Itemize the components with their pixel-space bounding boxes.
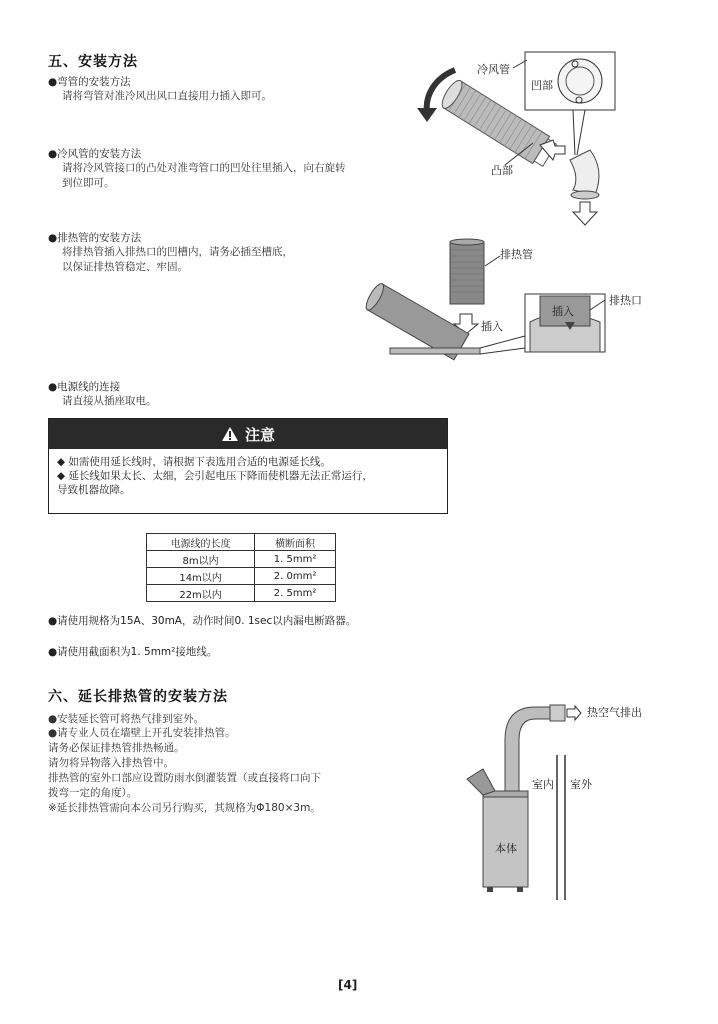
section6-line-3: 请务必保证排热管排热畅通。 — [48, 742, 185, 754]
exhaust-port-label: 排热口 — [609, 294, 642, 307]
exhaust-pipe-label: 排热管 — [500, 248, 533, 261]
section6-line-1: ●安装延长管可将热气排到室外。 — [48, 713, 205, 725]
cold-duct-heading: ●冷风管的安装方法 — [48, 148, 142, 160]
table-cell: 14m以内 — [147, 568, 255, 585]
power-heading: ●电源线的连接 — [48, 381, 121, 393]
breaker-note: ●请使用规格为15A、30mA，动作时间0. 1sec以内漏电断路器。 — [48, 615, 357, 627]
caution-header — [49, 419, 447, 449]
power-text: 请直接从插座取电。 — [62, 395, 157, 407]
table-row — [147, 551, 336, 568]
elbow-text: 请将弯管对准冷风出风口直接用力插入即可。 — [62, 90, 272, 102]
extension-cord-table — [146, 533, 336, 602]
extended-exhaust-illustration — [455, 695, 645, 905]
section6-line-4: 请勿将异物落入排热管中。 — [48, 757, 174, 769]
table-cell: 8m以内 — [147, 551, 255, 568]
table-cell: 1. 5mm² — [255, 551, 336, 568]
caution-item-1: ◆ 如需使用延长线时，请根据下表选用合适的电源延长线。 — [57, 456, 331, 468]
cold-duct-text-1: 请将冷风管接口的凸处对准弯管口的凹处往里插入，向右旋转 — [62, 162, 346, 174]
section6-line-6: 拨弯一定的角度）。 — [48, 787, 138, 799]
outdoor-label: 室外 — [570, 778, 592, 791]
exhaust-text-2: 以保证排热管稳定、牢固。 — [62, 261, 188, 273]
caution-box — [48, 418, 448, 514]
table-row — [147, 585, 336, 602]
warning-icon — [221, 426, 239, 442]
bump-label: 凸部 — [491, 164, 513, 177]
table-cell: 2. 0mm² — [255, 568, 336, 585]
section5-title: 五、安装方法 — [48, 54, 138, 70]
table-cell: 2. 5mm² — [255, 585, 336, 602]
table-row — [147, 568, 336, 585]
table-header-length: 电源线的长度 — [147, 534, 255, 551]
indoor-label: 室内 — [532, 778, 554, 791]
section6-line-2: ●请专业人员在墙壁上开孔安装排热管。 — [48, 727, 236, 739]
caution-item-2: ◆ 延长线如果太长、太细，会引起电压下降而使机器无法正常运行， — [57, 470, 373, 482]
page-number: [4] — [338, 978, 358, 992]
elbow-heading: ●弯管的安装方法 — [48, 76, 131, 88]
insert-label-left: 插入 — [481, 320, 503, 333]
table-header-area: 横断面积 — [255, 534, 336, 551]
section6-title: 六、延长排热管的安装方法 — [48, 689, 228, 705]
table-cell: 22m以内 — [147, 585, 255, 602]
unit-body-label: 本体 — [495, 842, 517, 855]
section6-line-5: 排热管的室外口部应设置防雨水倒灌装置（或直接将口向下 — [48, 772, 321, 784]
exhaust-heading: ●排热管的安装方法 — [48, 232, 142, 244]
caution-item-3: 导致机器故障。 — [57, 484, 131, 496]
cold-duct-text-2: 到位即可。 — [62, 177, 115, 189]
cold-duct-illustration — [415, 50, 625, 230]
caution-title: 注意 — [244, 425, 275, 444]
insert-label-inner: 插入 — [552, 305, 574, 318]
recess-label: 凹部 — [531, 79, 553, 92]
cold-duct-label: 冷风管 — [477, 63, 510, 76]
exhaust-pipe-illustration — [360, 236, 610, 366]
section6-line-7: ※延长排热管需向本公司另行购买，其规格为Φ180×3m。 — [48, 802, 321, 814]
ground-note: ●请使用截面积为1. 5mm²接地线。 — [48, 646, 218, 658]
hot-air-label: 热空气排出 — [587, 706, 642, 719]
exhaust-text-1: 将排热管插入排热口的凹槽内，请务必插至槽底， — [62, 246, 293, 258]
